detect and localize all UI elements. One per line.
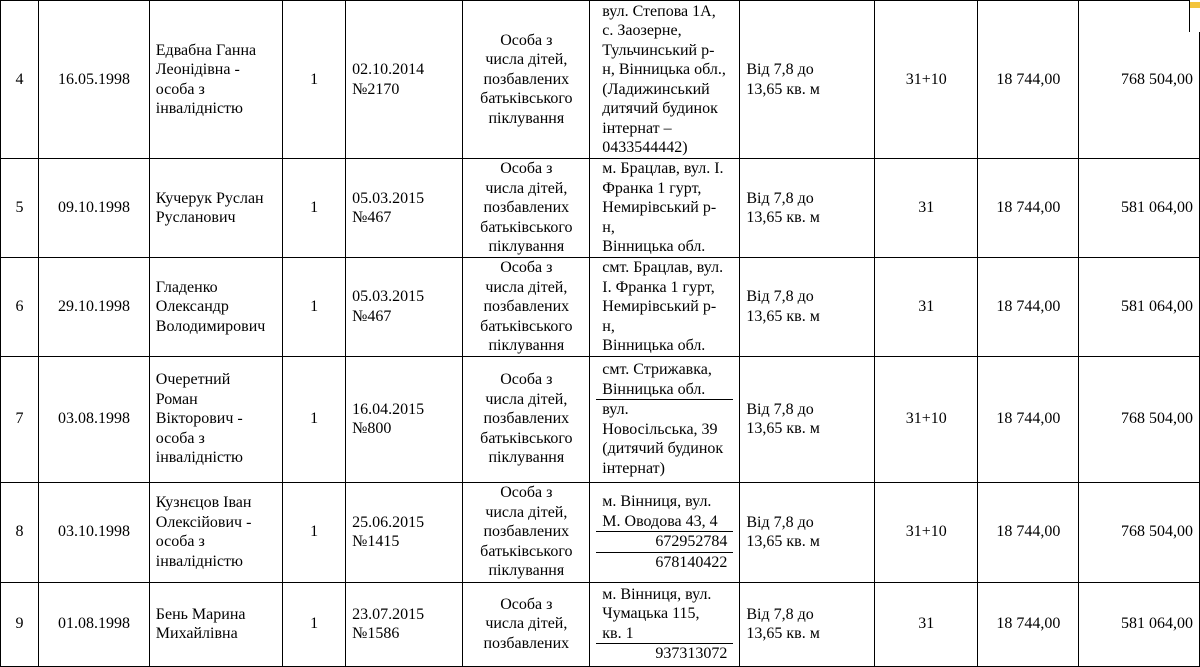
term-cell: 31+10 [874, 482, 977, 582]
decision-line: №467 [352, 307, 392, 325]
category-line: батьківського [480, 542, 573, 560]
name-line: інвалідністю [155, 552, 243, 570]
name-line: Кучерук Руслан [155, 189, 264, 207]
birth-date-cell: 29.10.1998 [39, 258, 150, 357]
decision-line: №1586 [352, 625, 400, 642]
birth-date-cell: 01.08.1998 [39, 582, 150, 666]
decision-cell [346, 159, 463, 258]
category-line: числа дітей, [485, 615, 568, 633]
decision-cell [346, 1, 463, 159]
row-number-cell: 6 [1, 258, 39, 357]
category-line: батьківського [480, 317, 573, 335]
address-line: вул. Степова 1А, [602, 2, 716, 20]
name-line: Леонідівна - [155, 61, 240, 78]
decision-cell [346, 258, 463, 357]
decision-line: №1415 [352, 533, 400, 550]
address_top-line: Чумацька 115, [602, 605, 700, 622]
term-cell: 31+10 [874, 356, 977, 482]
category-cell [463, 356, 590, 482]
address_top-line: смт. Стрижавка, [602, 361, 712, 378]
address_top-line: М. Оводова 43, 4 [602, 512, 718, 530]
category-line: числа дітей, [485, 390, 568, 408]
address-line: Тульчинський р- [602, 41, 715, 59]
area-line: Від 7,8 до [746, 605, 814, 623]
category-line: піклування [488, 449, 565, 467]
address-line: інтернат – [602, 119, 672, 137]
area-line: 13,65 кв. м [746, 420, 820, 437]
address-block [596, 2, 733, 158]
address_top-line: кв. 1 [602, 624, 634, 642]
row-number-cell: 8 [1, 482, 39, 582]
address-line: Франка 1 гурт, [602, 179, 702, 197]
decision-line: 05.03.2015 [352, 189, 425, 207]
category-line: Особа з [500, 160, 553, 178]
phone-number: 672952784 [655, 533, 728, 550]
address-line: Вінницька обл. [602, 337, 706, 354]
name-cell [149, 1, 282, 159]
name-line: Русланович [155, 209, 236, 226]
address-line: Вінницька обл. [602, 238, 706, 256]
category-line: позбавлених [483, 70, 570, 88]
name-cell [149, 159, 282, 258]
address-line: смт. Брацлав, вул. [602, 259, 724, 276]
name-line: Гладенко [155, 278, 218, 296]
address_bottom-line: вул. [602, 401, 629, 418]
area-line: Від 7,8 до [746, 513, 814, 531]
address-cell [590, 258, 740, 357]
category-line: батьківського [480, 90, 573, 108]
birth-date-cell: 03.10.1998 [39, 482, 150, 582]
category-line: піклування [488, 562, 565, 580]
address_top-line: м. Вінниця, вул. [602, 585, 712, 603]
name-line: Бень Марина [155, 605, 246, 623]
name-line: особа з [155, 533, 205, 550]
category-line: Особа з [500, 31, 553, 49]
price-cell: 18 744,00 [978, 1, 1079, 159]
decision-line: 05.03.2015 [352, 288, 425, 306]
name-line: Едвабна Ганна [155, 41, 257, 59]
price-cell: 18 744,00 [978, 356, 1079, 482]
name-line: Володимирович [155, 317, 266, 335]
area-line: 13,65 кв. м [746, 307, 820, 325]
table-row [1, 258, 1200, 357]
area-line: Від 7,8 до [746, 189, 814, 207]
quantity-cell: 1 [283, 159, 346, 258]
table-row [1, 356, 1200, 482]
category-cell [463, 582, 590, 666]
area-cell [740, 356, 875, 482]
area-cell [740, 159, 875, 258]
term-cell: 31 [874, 258, 977, 357]
address-cell [590, 159, 740, 258]
table-row [1, 582, 1200, 666]
category-line: батьківського [480, 429, 573, 447]
name-line: Роман [155, 390, 198, 408]
phone-number: 678140422 [596, 552, 733, 573]
name-line: Кузнєцов Іван [155, 494, 252, 511]
decision-cell [346, 582, 463, 666]
address-extra-block [596, 400, 733, 478]
category-line: Особа з [500, 595, 553, 613]
decision-cell [346, 482, 463, 582]
price-cell: 18 744,00 [978, 582, 1079, 666]
area-line: Від 7,8 до [746, 400, 814, 418]
term-cell: 31+10 [874, 1, 977, 159]
area-line: 13,65 кв. м [746, 625, 820, 642]
row-number-cell: 5 [1, 159, 39, 258]
decision-line: 02.10.2014 [352, 61, 425, 78]
price-cell: 18 744,00 [978, 159, 1079, 258]
area-line: 13,65 кв. м [746, 209, 820, 226]
area-cell [740, 1, 875, 159]
decision-cell [346, 356, 463, 482]
area-line: Від 7,8 до [746, 61, 814, 78]
category-line: позбавлених [483, 523, 570, 541]
address-block [596, 585, 733, 645]
quantity-cell: 1 [283, 1, 346, 159]
decision-line: №2170 [352, 80, 400, 98]
table-row [1, 159, 1200, 258]
category-line: Особа з [500, 484, 553, 502]
address_top-line: Вінницька обл. [602, 380, 706, 398]
address-block [596, 159, 733, 257]
price-cell: 18 744,00 [978, 482, 1079, 582]
category-line: піклування [488, 109, 565, 127]
category-line: числа дітей, [485, 278, 568, 296]
name-line: Олексійович - [155, 513, 252, 531]
name-cell [149, 582, 282, 666]
category-line: позбавлених [483, 199, 570, 217]
total-cell: 768 504,00 [1079, 356, 1200, 482]
total-cell: 768 504,00 [1079, 1, 1200, 159]
category-line: позбавлених [483, 410, 570, 428]
area-line: 13,65 кв. м [746, 533, 820, 550]
name-line: інвалідністю [155, 449, 243, 467]
category-line: позбавлених [483, 298, 570, 315]
category-cell [463, 482, 590, 582]
category-line: Особа з [500, 259, 553, 276]
page-corner-marker [1189, 0, 1200, 32]
category-line: числа дітей, [485, 179, 568, 197]
address-cell [590, 582, 740, 666]
address_bottom-line: Новосільська, 39 [602, 420, 718, 438]
category-line: числа дітей, [485, 51, 568, 69]
name-cell [149, 482, 282, 582]
address-line: Немирівський р-н, [602, 199, 717, 236]
address_bottom-line: (дитячий будинок [602, 440, 724, 457]
quantity-cell: 1 [283, 482, 346, 582]
birth-date-cell: 16.05.1998 [39, 1, 150, 159]
address_top-line: м. Вінниця, вул. [602, 493, 712, 510]
row-number-cell: 7 [1, 356, 39, 482]
address-block [596, 360, 733, 400]
category-line: позбавлених [483, 634, 570, 652]
address-cell [590, 482, 740, 582]
category-cell [463, 258, 590, 357]
address-line: 0433544442) [602, 139, 688, 156]
area-line: 13,65 кв. м [746, 80, 820, 98]
table-row [1, 1, 1200, 159]
table-row [1, 482, 1200, 582]
quantity-cell: 1 [283, 582, 346, 666]
row-number-cell: 4 [1, 1, 39, 159]
address-line: н, Вінницька обл., [602, 61, 726, 78]
address-line: І. Франка 1 гурт, [602, 278, 715, 296]
address-cell [590, 356, 740, 482]
name-line: інвалідністю [155, 100, 243, 117]
area-cell [740, 582, 875, 666]
address-line: м. Брацлав, вул. І. [602, 160, 724, 178]
name-line: особа з [155, 80, 205, 98]
address-line: с. Заозерне, [602, 22, 682, 39]
decision-line: №800 [352, 420, 392, 437]
category-cell [463, 1, 590, 159]
bookmark-icon [1190, 2, 1200, 8]
term-cell: 31 [874, 159, 977, 258]
name-line: особа з [155, 429, 205, 447]
address-line: Немирівський р-н, [602, 298, 717, 335]
area-cell [740, 258, 875, 357]
decision-line: 25.06.2015 [352, 513, 425, 531]
address_bottom-line: інтернат) [602, 459, 665, 477]
address-block [596, 492, 733, 532]
category-line: числа дітей, [485, 503, 568, 521]
area-cell [740, 482, 875, 582]
decision-line: 23.07.2015 [352, 605, 425, 623]
total-cell: 581 064,00 [1079, 258, 1200, 357]
address-cell [590, 1, 740, 159]
name-line: Вікторович - [155, 410, 243, 428]
address-block [596, 258, 733, 356]
total-cell: 768 504,00 [1079, 482, 1200, 582]
quantity-cell: 1 [283, 258, 346, 357]
category-line: піклування [488, 238, 565, 256]
quantity-cell: 1 [283, 356, 346, 482]
total-cell: 581 064,00 [1079, 159, 1200, 258]
birth-date-cell: 03.08.1998 [39, 356, 150, 482]
category-cell [463, 159, 590, 258]
category-line: піклування [488, 337, 565, 354]
category-line: Особа з [500, 371, 553, 389]
birth-date-cell: 09.10.1998 [39, 159, 150, 258]
name-cell [149, 258, 282, 357]
decision-line: 16.04.2015 [352, 400, 425, 418]
area-line: Від 7,8 до [746, 288, 814, 306]
address-line: дитячий будинок [602, 100, 718, 117]
total-cell: 581 064,00 [1079, 582, 1200, 666]
price-cell: 18 744,00 [978, 258, 1079, 357]
name-cell [149, 356, 282, 482]
name-line: Очеретний [155, 371, 231, 389]
address-line: (Ладижинський [602, 80, 710, 98]
phone-number: 937313072 [655, 645, 728, 662]
row-number-cell: 9 [1, 582, 39, 666]
term-cell: 31 [874, 582, 977, 666]
decision-line: №467 [352, 209, 392, 226]
category-line: батьківського [480, 218, 573, 236]
name-line: Олександр [155, 298, 229, 315]
name-line: Михайлівна [155, 625, 238, 642]
